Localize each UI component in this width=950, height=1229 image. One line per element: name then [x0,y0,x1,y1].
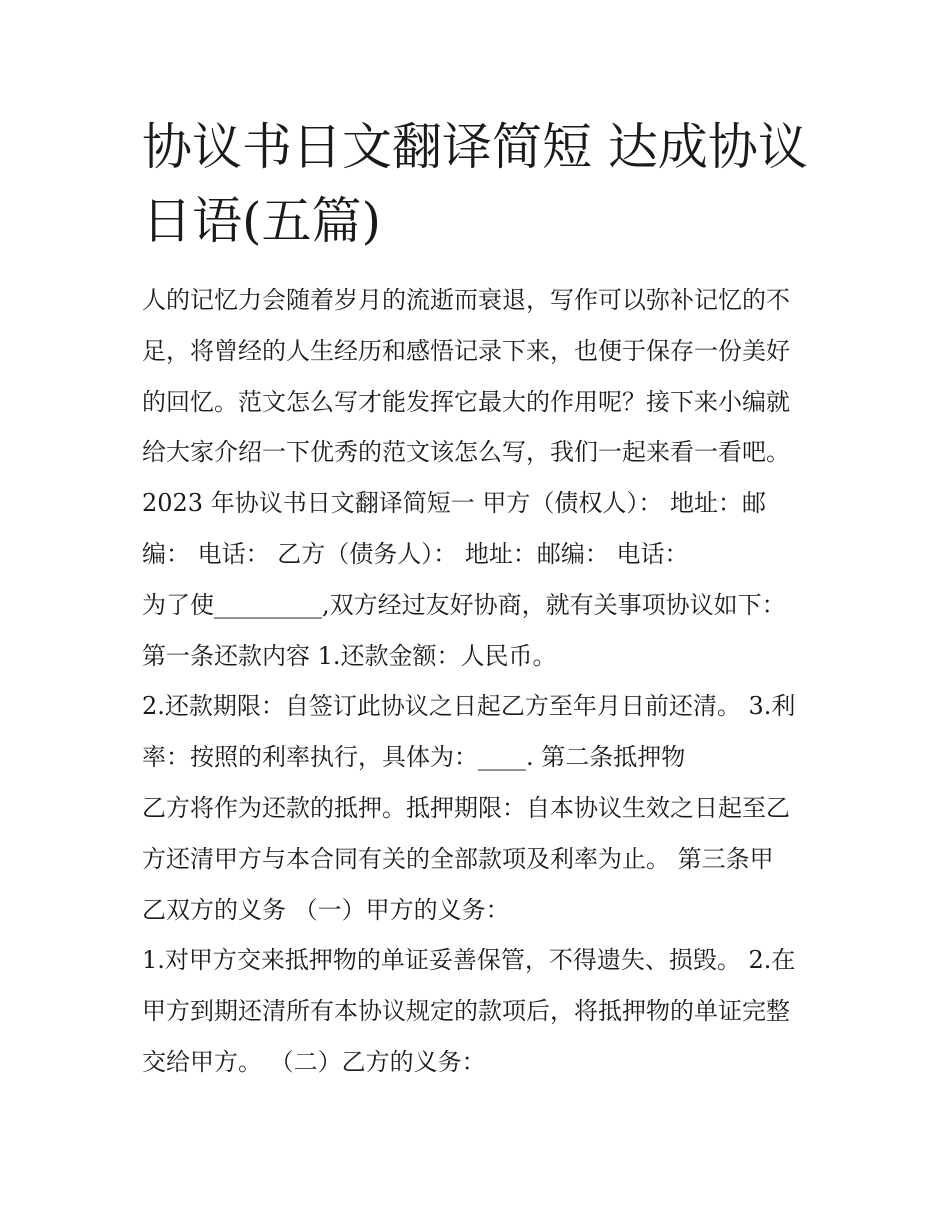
body-line: 率：按照的利率执行，具体为：____. 第二条抵押物 [142,743,686,772]
document-body [142,275,832,1088]
body-line: 的回忆。范文怎么写才能发挥它最大的作用呢？接下来小编就 [142,387,790,416]
title-line-2: 日语(五篇) [142,192,382,250]
body-line: 甲方到期还清所有本协议规定的款项后，将抵押物的单证完整 [142,997,790,1026]
body-line: 编： 电话： 乙方（债务人）： 地址：邮编： 电话： [142,539,689,568]
body-line: 2023 年协议书日文翻译简短一 甲方（债权人）： 地址：邮 [142,489,766,518]
body-line: 第一条还款内容 1.还款金额：人民币。 [142,641,557,670]
body-line: 乙方将作为还款的抵押。抵押期限：自本协议生效之日起至乙 [142,793,790,822]
body-line: 1.对甲方交来抵押物的单证妥善保管，不得遗失、损毁。 2.在 [142,946,796,975]
body-line: 方还清甲方与本合同有关的全部款项及利率为止。 第三条甲 [142,844,774,873]
body-line: 交给甲方。 （二）乙方的义务： [142,1047,486,1076]
title-line-1: 协议书日文翻译简短 达成协议 [142,118,808,176]
document-title [142,110,842,258]
body-line: 乙双方的义务 （一）甲方的义务： [142,895,510,924]
body-line: 人的记忆力会随着岁月的流逝而衰退，写作可以弥补记忆的不 [142,286,790,314]
body-line: 为了使_________,双方经过友好协商，就有关事项协议如下： [142,590,786,619]
body-line: 给大家介绍一下优秀的范文该怎么写，我们一起来看一看吧。 [142,438,790,467]
body-line: 2.还款期限：自签订此协议之日起乙方至年月日前还清。 3.利 [142,692,796,721]
body-line: 足，将曾经的人生经历和感悟记录下来，也便于保存一份美好 [142,336,790,365]
